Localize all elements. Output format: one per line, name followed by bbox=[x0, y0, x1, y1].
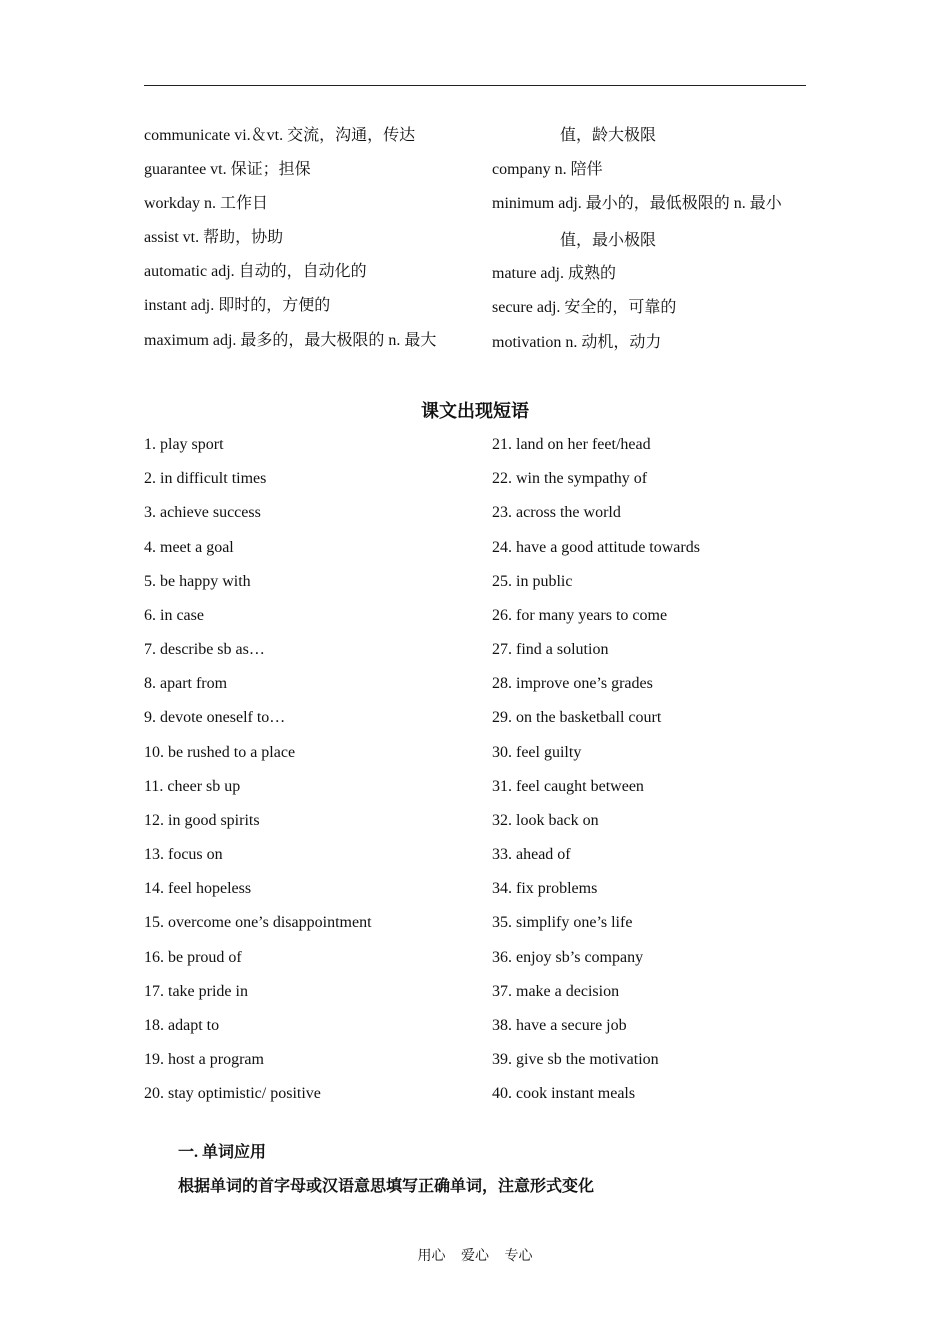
vocab-item: mature adj. 成熟的 bbox=[492, 265, 616, 282]
vocab-item: assist vt. 帮助，协助 bbox=[144, 229, 284, 246]
phrase-item: 3. achieve success bbox=[144, 504, 261, 521]
phrase-item: 7. describe sb as… bbox=[144, 641, 265, 658]
phrase-item: 8. apart from bbox=[144, 675, 228, 692]
phrase-item: 29. on the basketball court bbox=[492, 709, 662, 726]
phrase-item: 34. fix problems bbox=[492, 880, 598, 897]
phrase-item: 31. feel caught between bbox=[492, 778, 644, 795]
phrase-item: 39. give sb the motivation bbox=[492, 1051, 659, 1068]
phrase-item: 6. in case bbox=[144, 607, 204, 624]
phrase-item: 14. feel hopeless bbox=[144, 880, 252, 897]
header-rule bbox=[144, 85, 806, 86]
phrase-item: 35. simplify one’s life bbox=[492, 914, 633, 931]
phrase-item: 25. in public bbox=[492, 573, 573, 590]
phrase-item: 28. improve one’s grades bbox=[492, 675, 653, 692]
section-heading: 课文出现短语 bbox=[421, 401, 529, 421]
phrase-item: 38. have a secure job bbox=[492, 1017, 627, 1034]
phrase-item: 37. make a decision bbox=[492, 983, 620, 1000]
page-footer: 用心 爱心 专心 bbox=[417, 1249, 533, 1264]
vocab-item: instant adj. 即时的，方便的 bbox=[144, 297, 331, 314]
exercise-instruction: 根据单词的首字母或汉语意思填写正确单词，注意形式变化 bbox=[178, 1178, 595, 1195]
phrase-item: 19. host a program bbox=[144, 1051, 264, 1068]
phrase-item: 30. feel guilty bbox=[492, 744, 582, 761]
vocab-item: secure adj. 安全的，可靠的 bbox=[492, 299, 677, 316]
phrase-item: 21. land on her feet/head bbox=[492, 436, 651, 453]
phrase-item: 9. devote oneself to… bbox=[144, 709, 286, 726]
phrase-item: 20. stay optimistic/ positive bbox=[144, 1085, 321, 1102]
phrase-item: 23. across the world bbox=[492, 504, 621, 521]
vocab-item: automatic adj. 自动的，自动化的 bbox=[144, 263, 367, 280]
phrase-item: 12. in good spirits bbox=[144, 812, 260, 829]
phrase-item: 10. be rushed to a place bbox=[144, 744, 296, 761]
phrase-item: 40. cook instant meals bbox=[492, 1085, 636, 1102]
phrase-item: 13. focus on bbox=[144, 846, 223, 863]
phrase-item: 15. overcome one’s disappointment bbox=[144, 914, 372, 931]
vocab-item: workday n. 工作日 bbox=[144, 195, 268, 212]
vocab-item: company n. 陪伴 bbox=[492, 161, 603, 178]
phrase-item: 11. cheer sb up bbox=[144, 778, 241, 795]
vocab-item: motivation n. 动机，动力 bbox=[492, 334, 662, 351]
phrase-item: 5. be happy with bbox=[144, 573, 251, 590]
phrase-item: 33. ahead of bbox=[492, 846, 571, 863]
vocab-item: minimum adj. 最小的，最低极限的 n. 最小 bbox=[492, 195, 782, 212]
vocab-item-continuation: 值，最小极限 bbox=[560, 232, 657, 249]
phrase-item: 22. win the sympathy of bbox=[492, 470, 648, 487]
vocab-item: guarantee vt. 保证；担保 bbox=[144, 161, 311, 178]
vocab-item: communicate vi.＆vt. 交流，沟通，传达 bbox=[144, 127, 416, 144]
phrase-item: 32. look back on bbox=[492, 812, 599, 829]
phrase-item: 1. play sport bbox=[144, 436, 224, 453]
phrase-item: 27. find a solution bbox=[492, 641, 609, 658]
phrase-item: 36. enjoy sb’s company bbox=[492, 949, 644, 966]
vocab-item-continuation: 值，龄大极限 bbox=[560, 127, 657, 144]
phrase-item: 2. in difficult times bbox=[144, 470, 267, 487]
exercise-title: 一. 单词应用 bbox=[178, 1144, 267, 1161]
phrase-item: 4. meet a goal bbox=[144, 539, 234, 556]
phrase-item: 16. be proud of bbox=[144, 949, 242, 966]
phrase-item: 17. take pride in bbox=[144, 983, 248, 1000]
phrase-item: 26. for many years to come bbox=[492, 607, 668, 624]
vocab-item: maximum adj. 最多的，最大极限的 n. 最大 bbox=[144, 332, 437, 349]
phrase-item: 24. have a good attitude towards bbox=[492, 539, 700, 556]
phrase-item: 18. adapt to bbox=[144, 1017, 220, 1034]
